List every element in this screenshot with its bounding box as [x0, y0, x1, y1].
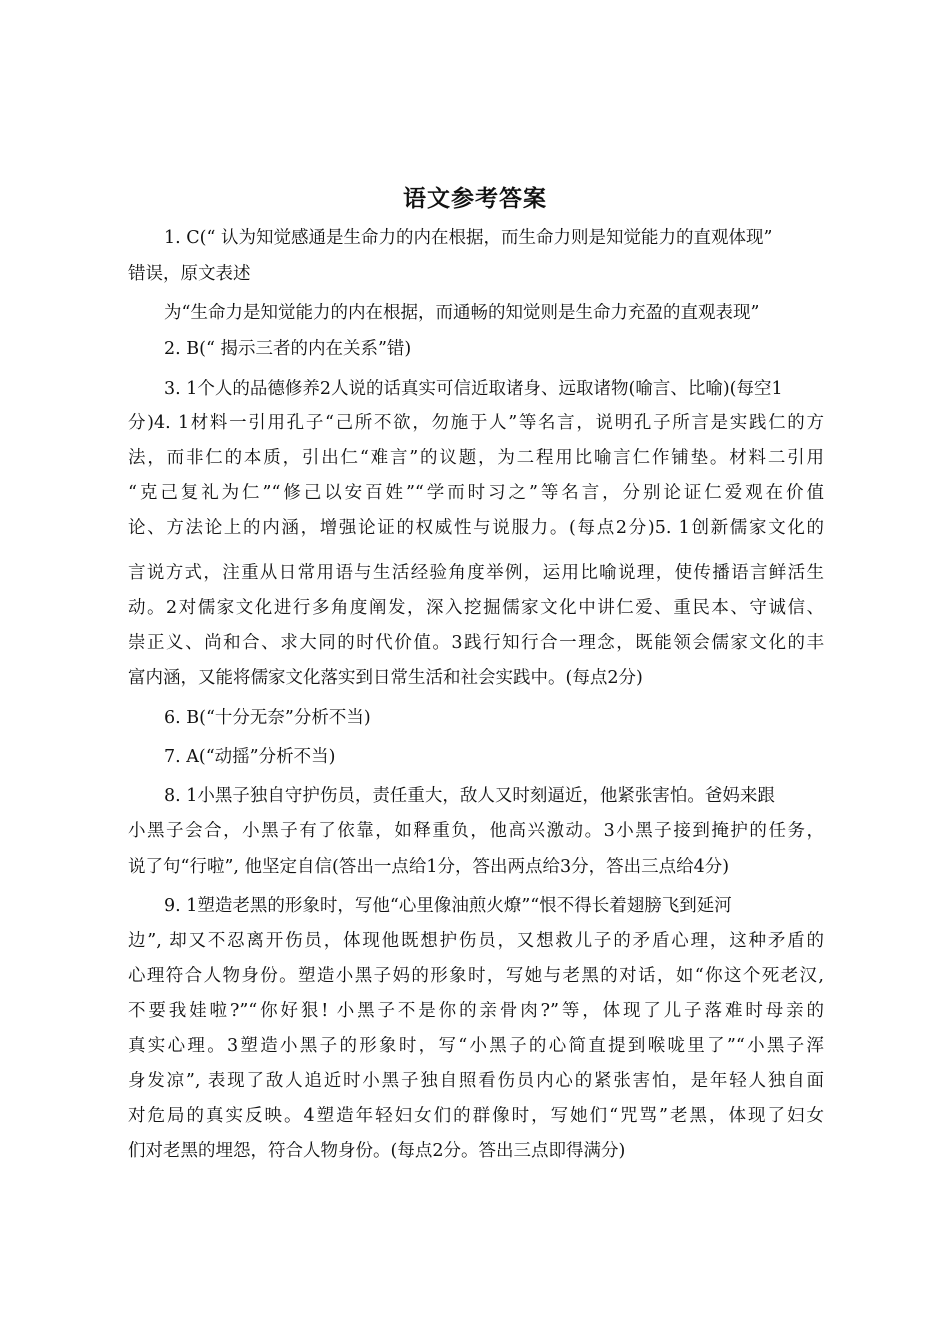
answer-line: 对危局的真实反映。4塑造年轻妇女们的群像时，写她们“咒骂”老黑，体现了妇女 [128, 1106, 824, 1126]
answer-line: 言说方式，注重从日常用语与生活经验角度举例，运用比喻说理，使传播语言鲜活生 [128, 563, 824, 583]
answer-line: 分)4. 1材料一引用孔子“己所不欲，勿施于人”等名言，说明孔子所言是实践仁的方 [128, 413, 824, 433]
answer-line: 1. C(“ 认为知觉感通是生命力的内在根据，而生命力则是知觉能力的直观体现” [164, 228, 773, 248]
answer-line: 真实心理。3塑造小黑子的形象时，写“小黑子的心简直提到喉咙里了”“小黑子浑 [128, 1036, 824, 1056]
answer-line: 动。2对儒家文化进行多角度阐发，深入挖掘儒家文化中讲仁爱、重民本、守诚信、 [128, 598, 824, 618]
answer-line: “克己复礼为仁”“修己以安百姓”“学而时习之”等名言，分别论证仁爱观在价值 [128, 483, 824, 503]
answer-line: 边”, 却又不忍离开伤员，体现他既想护伤员，又想救儿子的矛盾心理，这种矛盾的 [128, 931, 824, 951]
answer-line: 富内涵，又能将儒家文化落实到日常生活和社会实践中。(每点2分) [128, 668, 643, 688]
answer-line: 不要我娃啦?”“你好狠! 小黑子不是你的亲骨肉?”等，体现了儿子落难时母亲的 [128, 1001, 824, 1021]
answer-line: 身发凉”, 表现了敌人追近时小黑子独自照看伤员内心的紧张害怕，是年轻人独自面 [128, 1071, 824, 1091]
answer-line: 小黑子会合，小黑子有了依靠，如释重负，他高兴激动。3小黑子接到掩护的任务， [128, 821, 824, 841]
answer-line: 说了句“行啦”, 他坚定自信(答出一点给1分，答出两点给3分，答出三点给4分) [128, 857, 730, 877]
answer-line: 7. A(“动摇”分析不当) [164, 747, 336, 767]
answer-line: 3. 1个人的品德修养2人说的话真实可信近取诸身、远取诸物(喻言、比喻)(每空1 [164, 379, 783, 399]
answer-line: 为“生命力是知觉能力的内在根据，而通畅的知觉则是生命力充盈的直观表现” [164, 303, 760, 323]
answer-line: 崇正义、尚和合、求大同的时代价值。3践行知行合一理念，既能领会儒家文化的丰 [128, 633, 824, 653]
answer-line: 们对老黑的埋怨，符合人物身份。(每点2分。答出三点即得满分) [128, 1141, 626, 1161]
answer-line: 9. 1塑造老黑的形象时，写他“心里像油煎火燎”“恨不得长着翅膀飞到延河 [164, 896, 732, 916]
answer-line: 论、方法论上的内涵，增强论证的权威性与说服力。(每点2分)5. 1创新儒家文化的 [128, 518, 824, 538]
answer-line: 错误，原文表述 [128, 264, 251, 284]
answer-line: 法，而非仁的本质，引出仁“难言”的议题，为二程用比喻言仁作铺垫。材料二引用 [128, 448, 824, 468]
answer-line: 6. B(“十分无奈”分析不当) [164, 708, 371, 728]
answer-line: 2. B(“ 揭示三者的内在关系”错) [164, 339, 412, 359]
answer-line: 心理符合人物身份。塑造小黑子妈的形象时，写她与老黑的对话，如“你这个死老汉, [128, 966, 824, 986]
page-title: 语文参考答案 [403, 186, 547, 212]
answer-line: 8. 1小黑子独自守护伤员，责任重大，敌人又时刻逼近，他紧张害怕。爸妈来跟 [164, 786, 775, 806]
